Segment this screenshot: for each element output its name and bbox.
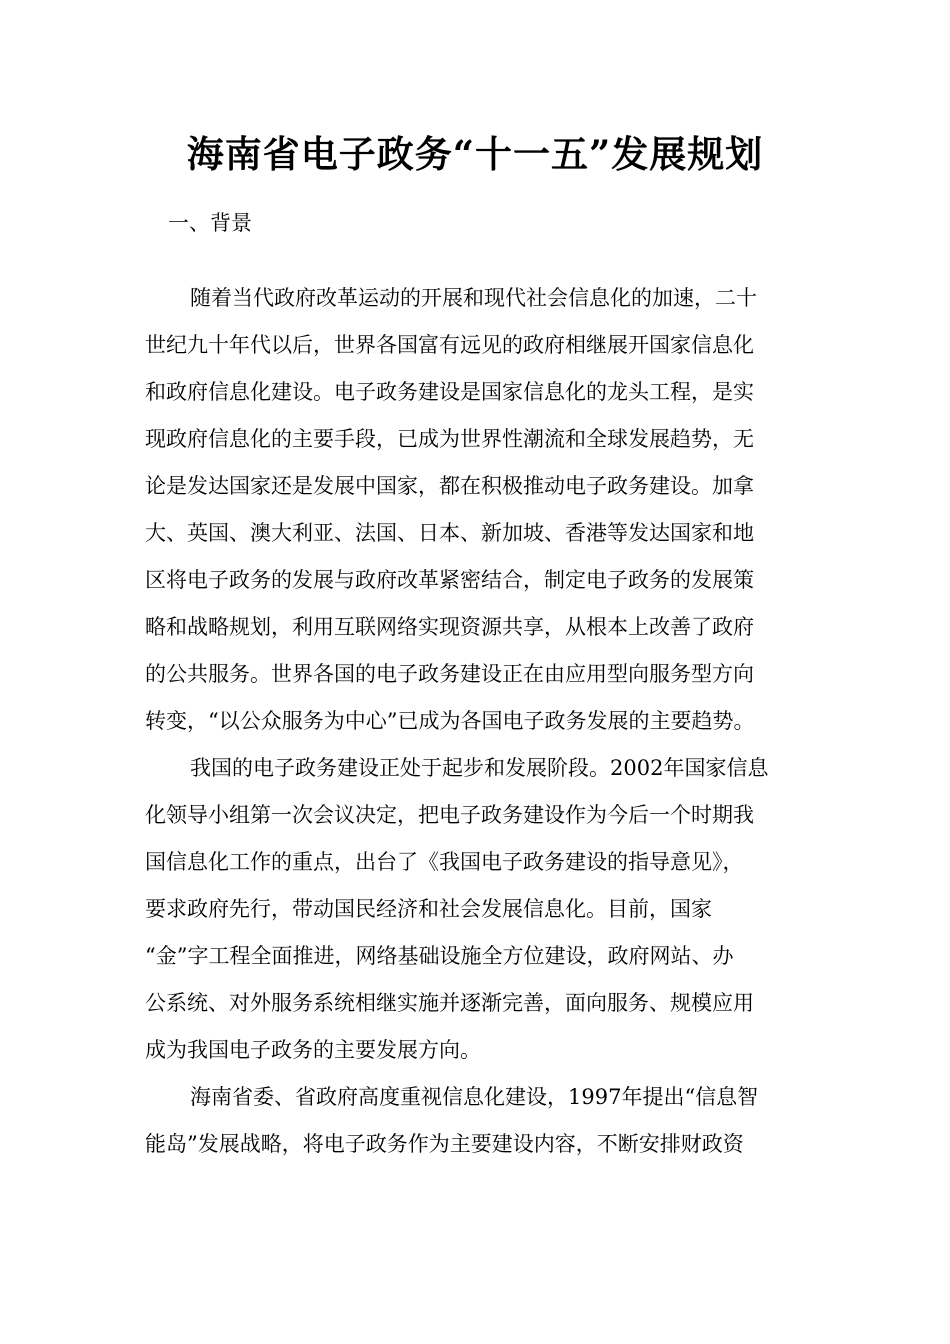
paragraph-line: 要求政府先行，带动国民经济和社会发展信息化。目前，国家: [145, 897, 712, 921]
paragraph-line: 论是发达国家还是发展中国家，都在积极推动电子政务建设。加拿: [145, 474, 754, 498]
paragraph-line: 略和战略规划，利用互联网络实现资源共享，从根本上改善了政府: [145, 615, 754, 639]
paragraph-line: 海南省委、省政府高度重视信息化建设，1997年提出“信息智: [190, 1085, 759, 1109]
paragraph-line: 能岛”发展战略，将电子政务作为主要建设内容，不断安排财政资: [145, 1132, 744, 1156]
paragraph-line: 公系统、对外服务系统相继实施并逐渐完善，面向服务、规模应用: [145, 991, 754, 1015]
paragraph-line: 区将电子政务的发展与政府改革紧密结合，制定电子政务的发展策: [145, 568, 754, 592]
paragraph-line: 成为我国电子政务的主要发展方向。: [145, 1038, 481, 1062]
paragraph-line: 现政府信息化的主要手段，已成为世界性潮流和全球发展趋势，无: [145, 427, 754, 451]
paragraph-line: 世纪九十年代以后，世界各国富有远见的政府相继展开国家信息化: [145, 333, 754, 357]
document-title: 海南省电子政务“十一五”发展规划: [186, 132, 764, 176]
paragraph-line: 转变，“以公众服务为中心”已成为各国电子政务发展的主要趋势。: [145, 709, 755, 733]
paragraph-line: “金”字工程全面推进，网络基础设施全方位建设，政府网站、办: [145, 944, 734, 968]
paragraph-line: 化领导小组第一次会议决定，把电子政务建设作为今后一个时期我: [145, 803, 754, 827]
paragraph-line: 的公共服务。世界各国的电子政务建设正在由应用型向服务型方向: [145, 662, 754, 686]
paragraph-line: 国信息化工作的重点，出台了《我国电子政务建设的指导意见》，: [145, 850, 744, 874]
paragraph-line: 和政府信息化建设。电子政务建设是国家信息化的龙头工程，是实: [145, 380, 754, 404]
paragraph-line: 大、英国、澳大利亚、法国、日本、新加坡、香港等发达国家和地: [145, 521, 754, 545]
paragraph-line: 我国的电子政务建设正处于起步和发展阶段。2002年国家信息: [190, 756, 769, 780]
section-heading-background: 一、背景: [168, 211, 252, 235]
paragraph-line: 随着当代政府改革运动的开展和现代社会信息化的加速，二十: [190, 286, 757, 310]
